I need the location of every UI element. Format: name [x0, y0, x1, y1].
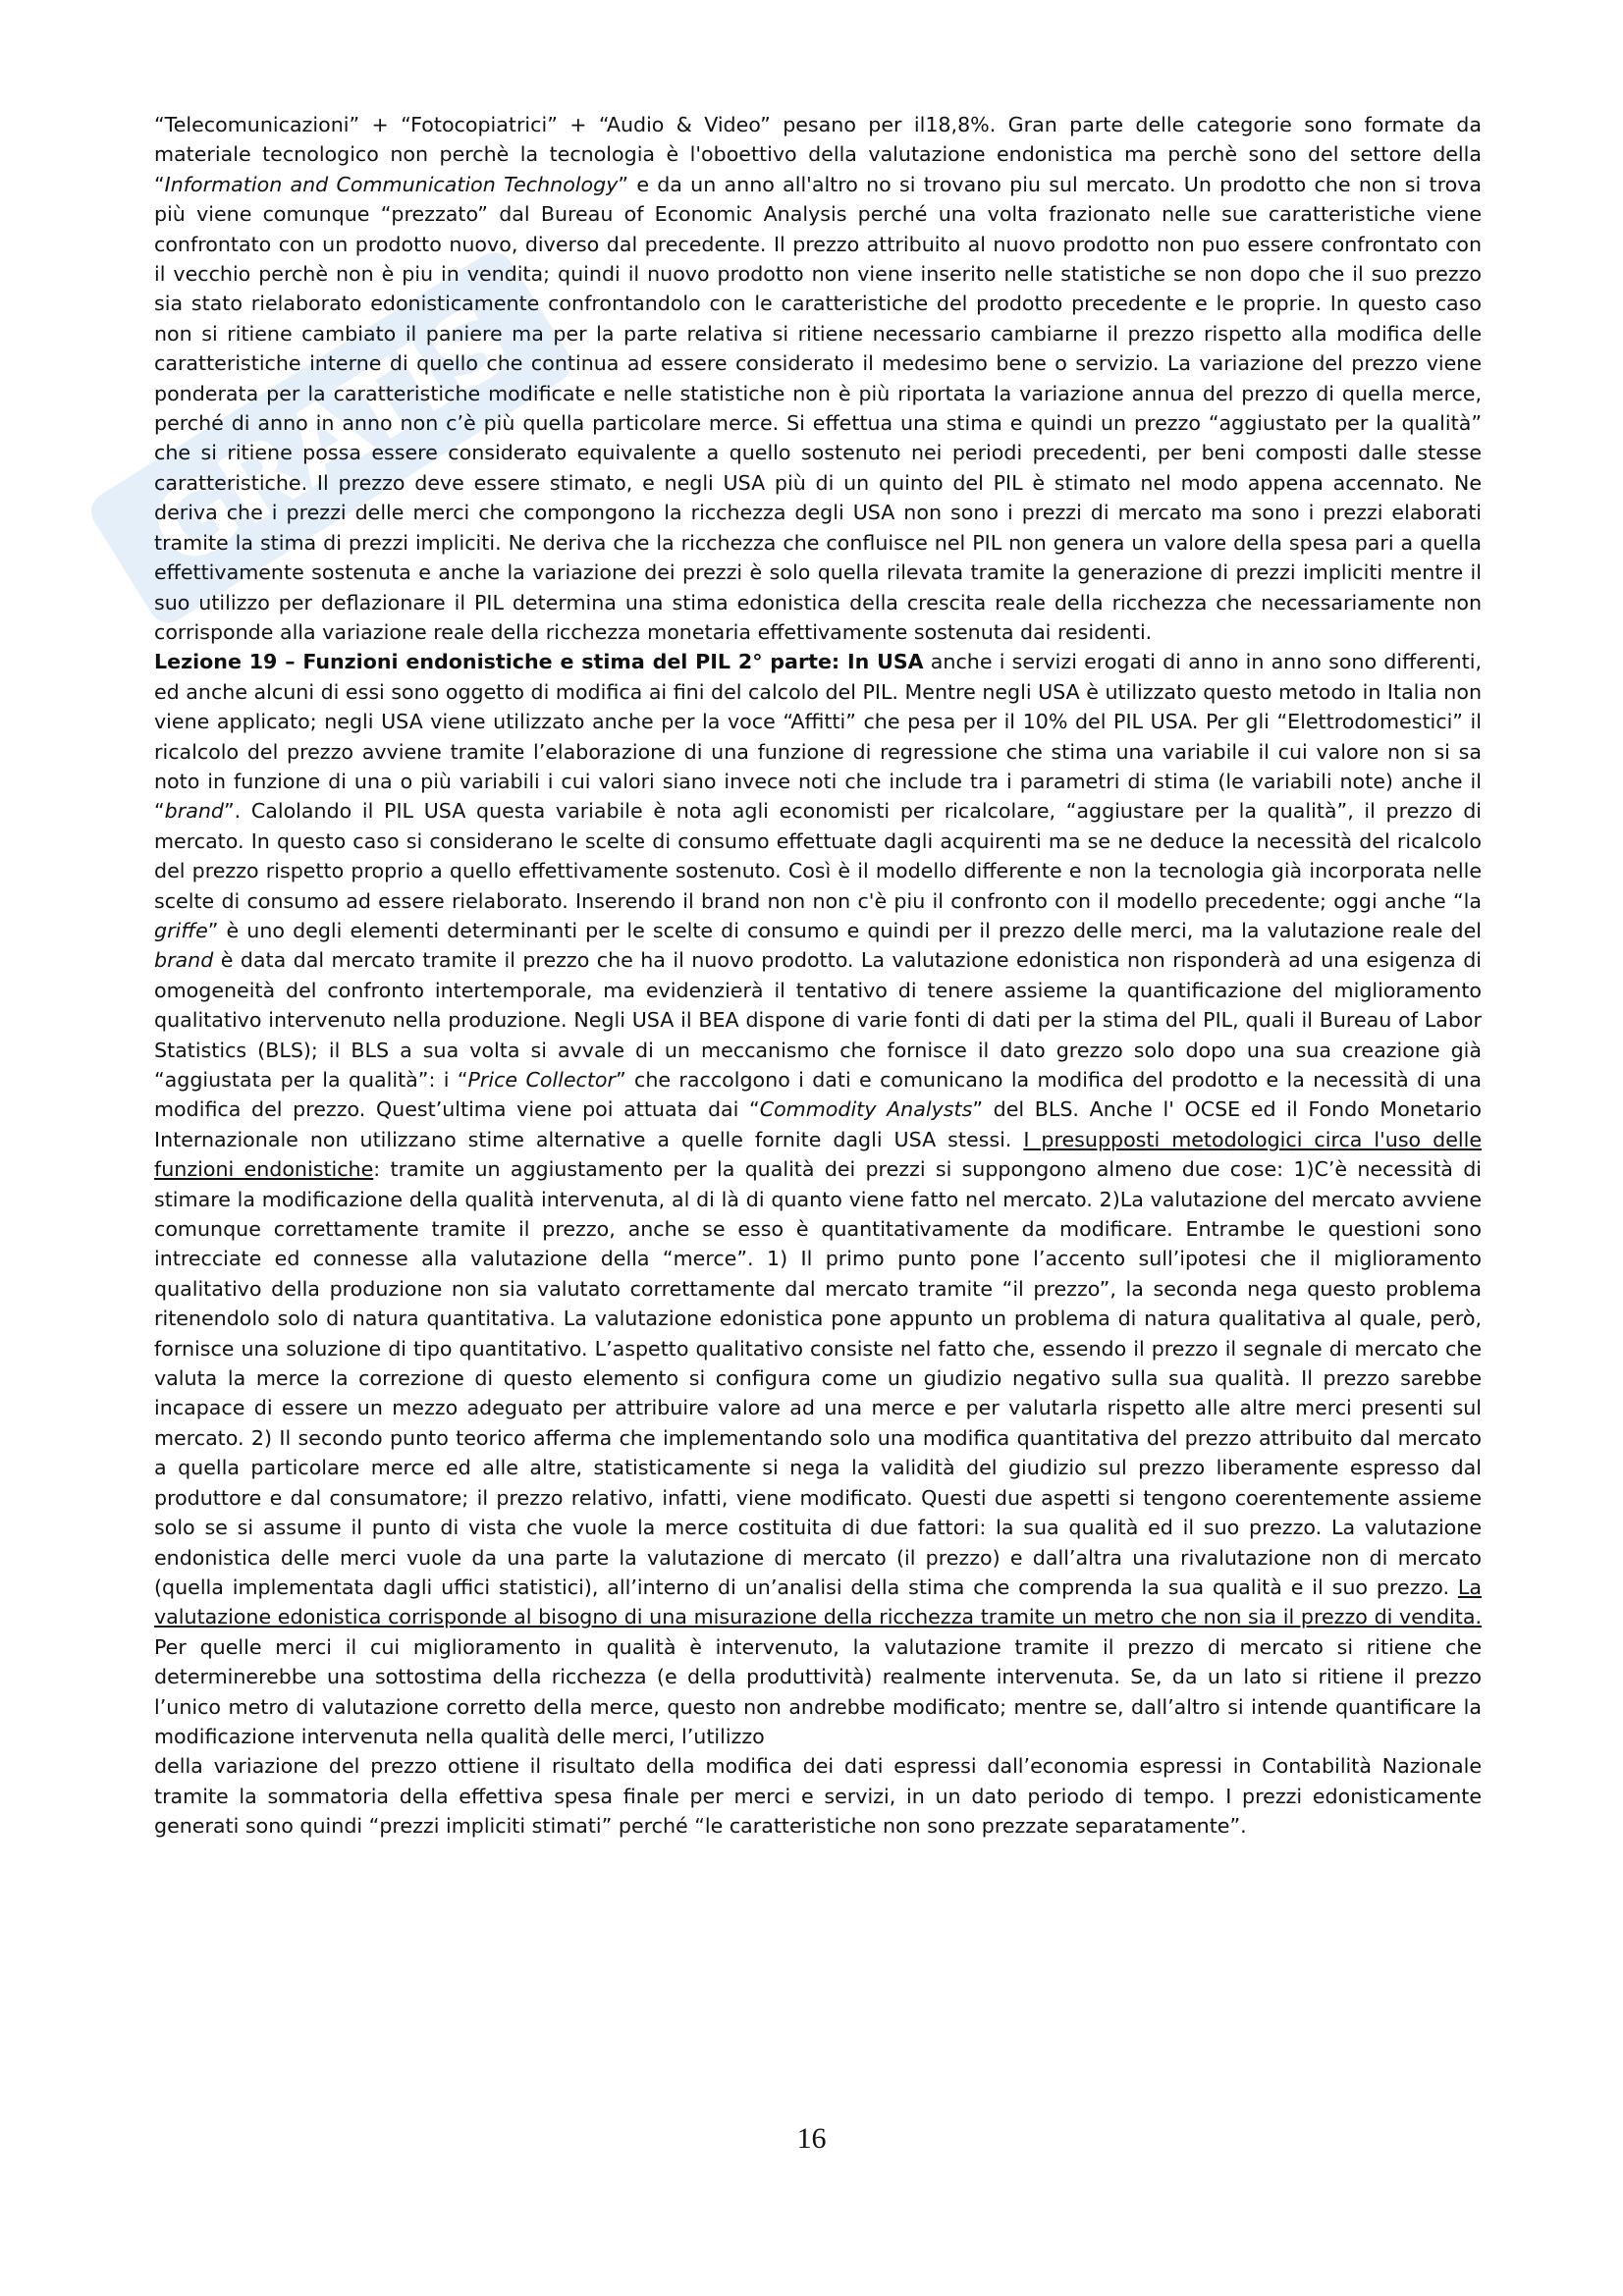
page-number: 16 — [796, 2122, 827, 2155]
document-body — [154, 110, 1482, 1842]
paragraph-2: Lezione 19 – Funzioni endonistiche e stima del PIL 2° parte: In USA anche i servizi erogati di anno in anno sono differenti, ed anche alcuni di essi sono oggetto di modifica ai fini del calcolo del PIL. Mentre negli USA è utilizzato questo metodo in Italia non viene applicato; negli USA viene utilizzato anche per la voce “Affitti” che pesa per il 10% del PIL USA. Per gli “Elettrodomestici” il ricalcolo del prezzo avviene tramite l’elaborazione di una funzione di regressione che stima una variabile il cui valore non si sa noto in funzione di una o più variabili i cui valori siano invece noti che include tra i parametri di stima (le variabili note) anche il “brand”. Calolando il PIL USA questa variabile è nota agli economisti per ricalcolare, “aggiustare per la qualità”, il prezzo di mercato. In questo caso si considerano le scelte di consumo effettuate dagli acquirenti ma se ne deduce la necessità del ricalcolo del prezzo rispetto proprio a quello effettivamente sostenuto. Così è il modello differente e non la tecnologia già incorporata nelle scelte di consumo ad essere rielaborato. Inserendo il brand non non c'è piu il confronto con il modello precedente; oggi anche “la griffe” è uno degli elementi determinanti per le scelte di consumo e quindi per il prezzo delle merci, ma la valutazione reale del brand è data dal mercato tramite il prezzo che ha il nuovo prodotto. La valutazione edonistica non risponderà ad una esigenza di omogeneità del confronto intertemporale, ma evidenzierà il tentativo di tenere assieme la quantificazione del miglioramento qualitativo intervenuto nella produzione. Negli USA il BEA dispone di varie fonti di dati per la stima del PIL, quali il Bureau of Labor Statistics (BLS); il BLS a sua volta si avvale di un meccanismo che fornisce il dato grezzo solo dopo una sua creazione già “aggiustata per la qualità”: i “Price Collector” che raccolgono i dati e comunicano la modifica del prodotto e la necessità di una modifica del prezzo. Quest’ultima viene poi attuata dai “Commodity Analysts” del BLS. Anche l' OCSE ed il Fondo Monetario Internazionale non utilizzano stime alternative a quelle fornite dagli USA stessi. I presupposti metodologici circa l'uso delle funzioni endonistiche: tramite un aggiustamento per la qualità dei prezzi si suppongono almeno due cose: 1)C’è necessità di stimare la modificazione della qualità intervenuta, al di là di quanto viene fatto nel mercato. 2)La valutazione del mercato avviene comunque correttamente tramite il prezzo, anche se esso è quantitativamente da modificare. Entrambe le questioni sono intrecciate ed connesse alla valutazione della “merce”. 1) Il primo punto pone l’accento sull’ipotesi che il miglioramento qualitativo della produzione non sia valutato correttamente dal mercato tramite “il prezzo”, la seconda nega questo problema ritenendolo solo di natura quantitativa. La valutazione edonistica pone appunto un problema di natura qualitativa al quale, però, fornisce una soluzione di tipo quantitativo. L’aspetto qualitativo consiste nel fatto che, essendo il prezzo il segnale di mercato che valuta la merce la correzione di questo elemento si configura come un giudizio negativo sulla sua qualità. Il prezzo sarebbe incapace di essere un mezzo adeguato per attribuire valore ad una merce e per valutarla rispetto alle altre merci presenti sul mercato. 2) Il secondo punto teorico afferma che implementando solo una modifica quantitativa del prezzo attribuito dal mercato a quella particolare merce ed alle altre, statisticamente si nega la validità del giudizio sul prezzo liberamente espresso dal produttore e dal consumatore; il prezzo relativo, infatti, viene modificato. Questi due aspetti si tengono coerentemente assieme solo se si assume il punto di vista che vuole la merce costituita di due fattori: la sua qualità ed il suo prezzo. La valutazione endonistica delle merci vuole da una parte la valutazione di mercato (il prezzo) e dall’altra una rivalutazione non di mercato (quella implementata dagli uffici statistici), all’interno di un’analisi della stima che comprenda la sua qualità e il suo prezzo. La valutazione edonistica corrisponde al bisogno di una misurazione della ricchezza tramite un metro che non sia il prezzo di vendita. Per quelle merci il cui miglioramento in qualità è intervenuto, la valutazione tramite il prezzo di mercato si ritiene che determinerebbe una sottostima della ricchezza (e della produttività) realmente intervenuta. Se, da un lato si ritiene il prezzo l’unico metro di valutazione corretto della merce, questo non andrebbe modificato; mentre se, dall’altro si intende quantificare la modificazione intervenuta nella qualità delle merci, l’utilizzo — [154, 650, 1482, 1748]
section-heading: I presupposti metodologici circa l'uso delle funzioni endonistiche — [154, 1127, 1482, 1182]
key-statement: La valutazione edonistica corrisponde al bisogno di una misurazione della ricchezza tramite un metro che non sia il prezzo di vendita. — [154, 1575, 1482, 1629]
paragraph-3: della variazione del prezzo ottiene il risultato della modifica dei dati espressi dall’economia espressi in Contabilità Nazionale tramite la sommatoria della effettiva spesa finale per merci e servizi, in un dato periodo di tempo. I prezzi edonisticamente generati sono quindi “prezzi impliciti stimati” perché “le caratteristiche non sono prezzate separatamente”. — [154, 1754, 1482, 1839]
watermark-text: GRATIS — [131, 282, 530, 591]
lesson-title: Lezione 19 – Funzioni endonistiche e stima del PIL 2° parte: — [154, 650, 847, 674]
paragraph-1: “Telecomunicazioni” + “Fotocopiatrici” + “Audio & Video” pesano per il18,8%. Gran parte delle categorie sono formate da materiale tecnologico non perchè la tecnologia è l'oboettivo della valutazione endonistica ma perchè sono del settore della “Information and Communication Technology” e da un anno all'altro no si trovano piu sul mercato. Un prodotto che non si trova più viene comunque “prezzato” dal Bureau of Economic Analysis perché una volta frazionato nelle sue caratteristiche viene confrontato con un prodotto nuovo, diverso dal precedente. Il prezzo attribuito al nuovo prodotto non puo essere confrontato con il vecchio perchè non è piu in vendita; quindi il nuovo prodotto non viene inserito nelle statistiche se non dopo che il suo prezzo sia stato rielaborato edonisticamente confrontandolo con le caratteristiche del prodotto precedente e le proprie. In questo caso non si ritiene cambiato il paniere ma per la parte relativa si ritiene necessario cambiarne il prezzo rispetto alla modifica delle caratteristiche interne di quello che continua ad essere considerato il medesimo bene o servizio. La variazione del prezzo viene ponderata per la caratteristiche modificate e nelle statistiche non è più riportata la variazione annua del prezzo di quella merce, perché di anno in anno non c’è più quella particolare merce. Si effettua una stima e quindi un prezzo “aggiustato per la qualità” che si ritiene possa essere considerato equivalente a quello sostenuto nei periodi precedenti, per beni composti dalle stesse caratteristiche. Il prezzo deve essere stimato, e negli USA più di un quinto del PIL è stimato nel modo appena accennato. Ne deriva che i prezzi delle merci che compongono la ricchezza degli USA non sono i prezzi di mercato ma sono i prezzi elaborati tramite la stima di prezzi impliciti. Ne deriva che la ricchezza che confluisce nel PIL non genera un valore della spesa pari a quella effettivamente sostenuta e anche la variazione dei prezzi è solo quella rilevata tramite la generazione di prezzi impliciti mentre il suo utilizzo per deflazionare il PIL determina una stima edonistica della crescita reale della ricchezza che necessariamente non corrisponde alla variazione reale della ricchezza monetaria effettivamente sostenuta dai residenti. — [154, 113, 1482, 644]
